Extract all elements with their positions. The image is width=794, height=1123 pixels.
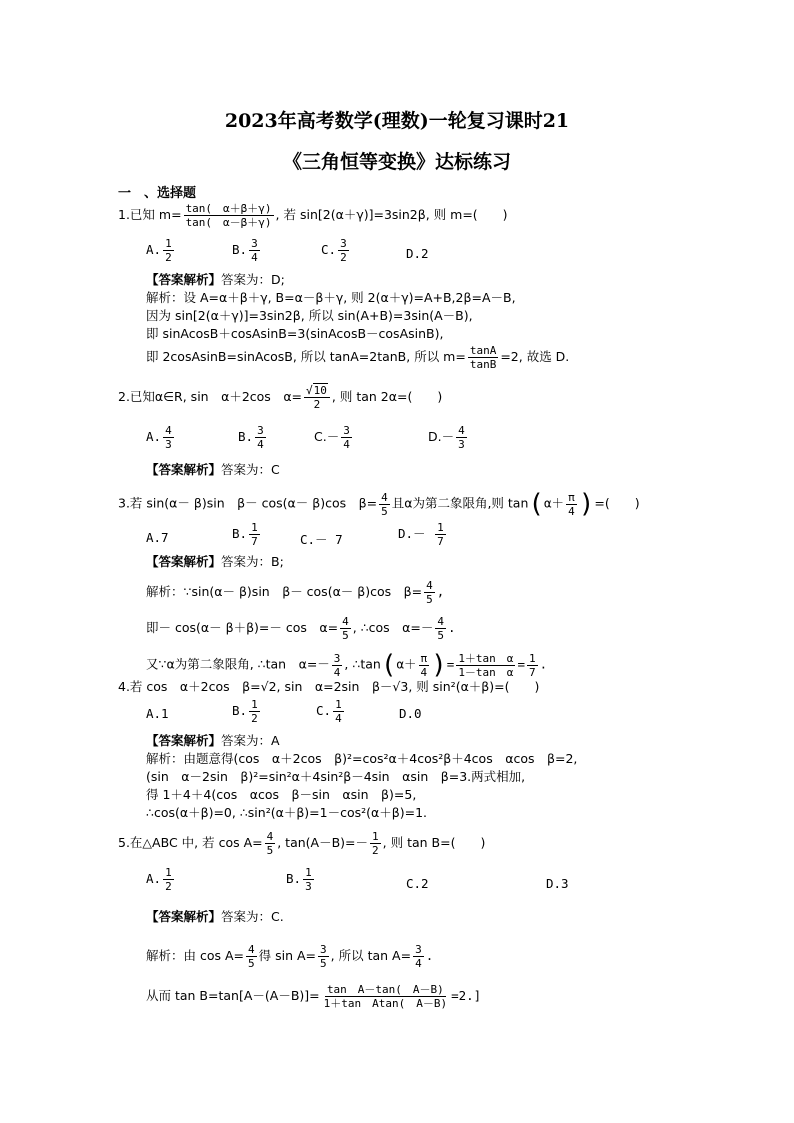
q4-option-b: B. $\frac{1}{2}$ [232,698,258,725]
q5-option-b: B. $\frac{1}{3}$ [286,866,312,893]
q4-option-a: A.1 [146,706,169,721]
q1-explanation-1: 解析：设 A=α＋β＋γ, B=α－β＋γ, 则 2(α＋γ)=A+B,2β=A－B, [146,290,516,305]
q5-option-c: C.2 [406,876,429,891]
question-4: 4.若 cos α＋2cos β=√2, sin α=2sin β－√3, 则 sin²(α＋β)=( ) [118,679,540,694]
q3-option-c: C.－ 7 [300,532,343,547]
question-2: 2.已知α∈R, sin α＋2cos α= $\frac{√10}{2}$ , 则 tan 2α=( ) [118,384,443,411]
q2-option-b: B. $\frac{3}{4}$ [238,424,264,451]
q2-option-a: A. $\frac{4}{3}$ [146,424,172,451]
q1-answer: 【答案解析】答案为：D; [146,272,285,287]
q1-option-c: C. $\frac{3}{2}$ [321,237,347,264]
question-1: 1.已知 m= $\frac{\tan( \alpha+\beta+\gamma)}{\tan( \alpha-\beta+\gamma)}$ , 若 sin[2(α＋γ)]=3sin2β, 则 m=( ) [118,202,508,229]
page-subtitle: 《三角恒等变换》达标练习 [282,151,511,173]
q1-option-b: B. $\frac{3}{4}$ [232,237,258,264]
q2-option-d: D.－ $\frac{4}{3}$ [428,424,465,451]
q5-option-a: A. $\frac{1}{2}$ [146,866,172,893]
q1-explanation-3: 即 sinAcosB＋cosAsinB=3(sinAcosB－cosAsinB), [146,326,444,341]
q3-explanation-1: 解析：∵sin(α－ β)sin β－ cos(α－ β)cos β= $\frac{4}{5}$ , [146,579,445,606]
q1-explanation-2: 因为 sin[2(α＋γ)]=3sin2β, 所以 sin(A+B)=3sin(A－B), [146,308,473,323]
q4-option-d: D.0 [399,706,422,721]
q4-answer: 【答案解析】答案为：A [146,733,280,748]
q3-option-b: B. $\frac{1}{7}$ [232,521,258,548]
q5-answer: 【答案解析】答案为：C. [146,909,284,924]
q3-explanation-2: 即－ cos(α－ β＋β)=－ cos α= $\frac{4}{5}$ , ∴cos α=－ $\frac{4}{5}$ . [146,615,456,642]
q5-explanation-2: 从而 tan B=tan[A－(A－B)]= $\frac{\text{tan A－tan( A－B)}}{\text{1＋tan Atan( A－B)}}$ =2.] [146,983,482,1010]
q3-answer: 【答案解析】答案为：B; [146,554,284,569]
question-5: 5.在△ABC 中, 若 cos A= $\frac{4}{5}$ , tan(A－B)=－ $\frac{1}{2}$ , 则 tan B=( ) [118,830,486,857]
q1-option-a: A. $\frac{1}{2}$ [146,237,172,264]
q4-explanation-3: 得 1＋4＋4(cos αcos β－sin αsin β)=5, [146,787,417,802]
section-heading: 一 、选择题 [118,186,197,201]
fraction: $\frac{\tan( \alpha+\beta+\gamma)}{\tan( \alpha-\beta+\gamma)}$ [185,202,272,229]
q4-explanation-2: (sin α－2sin β)²=sin²α＋4sin²β－4sin αsin β=3.两式相加, [146,769,526,784]
q1-explanation-4: 即 2cosAsinB=sinAcosB, 所以 tanA=2tanB, 所以 m= $\frac{\tan A}{\tan B}$ =2, 故选 D. [146,344,570,371]
q3-explanation-3: 又∵α为第二象限角, ∴tan α=－ $\frac{3}{4}$ , ∴tan(α＋ $\frac{\pi}{4}$ )= $\frac{\text{1＋tan α}}{\text{1－tan α}}$ = $\frac{1}{7}$ . [146,650,548,680]
q5-explanation-1: 解析：由 cos A= $\frac{4}{5}$ 得 sin A= $\frac{3}{5}$ , 所以 tan A= $\frac{3}{4}$ . [146,943,434,970]
q2-option-c: C.－ $\frac{3}{4}$ [314,424,350,451]
q4-option-c: C. $\frac{1}{4}$ [316,698,342,725]
q4-explanation-1: 解析：由题意得(cos α＋2cos β)²=cos²α＋4cos²β＋4cos αcos β=2, [146,751,578,766]
q3-option-a: A.7 [146,530,169,545]
q4-explanation-4: ∴cos(α＋β)=0, ∴sin²(α＋β)=1－cos²(α＋β)=1. [146,805,428,820]
question-3: 3.若 sin(α－ β)sin β－ cos(α－ β)cos β= $\frac{4}{5}$ 且α为第二象限角,则 tan(α＋ $\frac{\pi}{4}$ )=( ) [118,489,640,519]
q5-option-d: D.3 [546,876,569,891]
q3-option-d: D.－ $\frac{1}{7}$ [398,521,444,548]
q2-answer: 【答案解析】答案为：C [146,462,280,477]
q1-option-d: D.2 [406,246,429,261]
page-title: 2023年高考数学(理数)一轮复习课时21 [224,110,570,132]
